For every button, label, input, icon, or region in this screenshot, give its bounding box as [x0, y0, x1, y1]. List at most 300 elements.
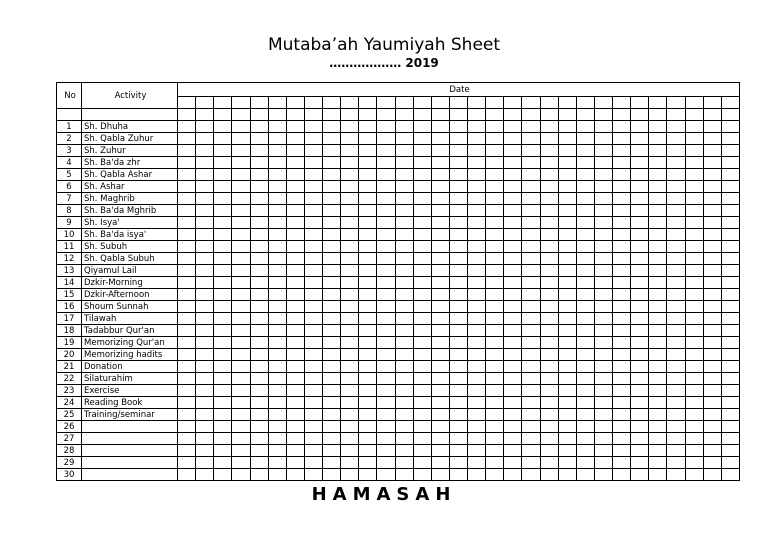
checkbox-cell[interactable]	[522, 133, 540, 145]
checkbox-cell[interactable]	[540, 133, 558, 145]
checkbox-cell[interactable]	[341, 349, 359, 361]
checkbox-cell[interactable]	[667, 457, 685, 469]
checkbox-cell[interactable]	[468, 133, 486, 145]
checkbox-cell[interactable]	[522, 193, 540, 205]
checkbox-cell[interactable]	[304, 385, 322, 397]
checkbox-cell[interactable]	[232, 301, 250, 313]
checkbox-cell[interactable]	[304, 181, 322, 193]
checkbox-cell[interactable]	[594, 277, 612, 289]
checkbox-cell[interactable]	[721, 169, 739, 181]
checkbox-cell[interactable]	[304, 301, 322, 313]
checkbox-cell[interactable]	[286, 181, 304, 193]
checkbox-cell[interactable]	[341, 145, 359, 157]
checkbox-cell[interactable]	[395, 457, 413, 469]
checkbox-cell[interactable]	[667, 205, 685, 217]
checkbox-cell[interactable]	[196, 265, 214, 277]
checkbox-cell[interactable]	[486, 397, 504, 409]
date-number-cell[interactable]	[232, 97, 250, 109]
checkbox-cell[interactable]	[631, 433, 649, 445]
checkbox-cell[interactable]	[341, 277, 359, 289]
checkbox-cell[interactable]	[522, 169, 540, 181]
checkbox-cell[interactable]	[250, 397, 268, 409]
checkbox-cell[interactable]	[431, 373, 449, 385]
checkbox-cell[interactable]	[685, 205, 703, 217]
checkbox-cell[interactable]	[395, 217, 413, 229]
checkbox-cell[interactable]	[649, 361, 667, 373]
checkbox-cell[interactable]	[359, 349, 377, 361]
checkbox-cell[interactable]	[268, 133, 286, 145]
checkbox-cell[interactable]	[486, 433, 504, 445]
checkbox-cell[interactable]	[431, 397, 449, 409]
checkbox-cell[interactable]	[576, 229, 594, 241]
checkbox-cell[interactable]	[268, 361, 286, 373]
checkbox-cell[interactable]	[232, 277, 250, 289]
checkbox-cell[interactable]	[576, 373, 594, 385]
checkbox-cell[interactable]	[721, 445, 739, 457]
checkbox-cell[interactable]	[341, 133, 359, 145]
checkbox-cell[interactable]	[504, 313, 522, 325]
checkbox-cell[interactable]	[304, 253, 322, 265]
checkbox-cell[interactable]	[214, 361, 232, 373]
checkbox-cell[interactable]	[286, 409, 304, 421]
checkbox-cell[interactable]	[504, 253, 522, 265]
checkbox-cell[interactable]	[214, 301, 232, 313]
checkbox-cell[interactable]	[178, 193, 196, 205]
checkbox-cell[interactable]	[196, 193, 214, 205]
checkbox-cell[interactable]	[341, 469, 359, 481]
checkbox-cell[interactable]	[196, 313, 214, 325]
checkbox-cell[interactable]	[323, 169, 341, 181]
checkbox-cell[interactable]	[395, 469, 413, 481]
checkbox-cell[interactable]	[522, 313, 540, 325]
checkbox-cell[interactable]	[449, 133, 467, 145]
checkbox-cell[interactable]	[341, 181, 359, 193]
checkbox-cell[interactable]	[667, 373, 685, 385]
checkbox-cell[interactable]	[504, 241, 522, 253]
checkbox-cell[interactable]	[703, 337, 721, 349]
checkbox-cell[interactable]	[232, 445, 250, 457]
checkbox-cell[interactable]	[594, 385, 612, 397]
checkbox-cell[interactable]	[359, 325, 377, 337]
date-number-cell[interactable]	[341, 97, 359, 109]
checkbox-cell[interactable]	[323, 325, 341, 337]
checkbox-cell[interactable]	[649, 301, 667, 313]
checkbox-cell[interactable]	[286, 193, 304, 205]
checkbox-cell[interactable]	[323, 397, 341, 409]
checkbox-cell[interactable]	[214, 241, 232, 253]
checkbox-cell[interactable]	[431, 385, 449, 397]
checkbox-cell[interactable]	[214, 445, 232, 457]
checkbox-cell[interactable]	[449, 469, 467, 481]
checkbox-cell[interactable]	[685, 409, 703, 421]
checkbox-cell[interactable]	[232, 397, 250, 409]
checkbox-cell[interactable]	[286, 325, 304, 337]
checkbox-cell[interactable]	[522, 433, 540, 445]
checkbox-cell[interactable]	[449, 337, 467, 349]
checkbox-cell[interactable]	[594, 121, 612, 133]
checkbox-cell[interactable]	[359, 385, 377, 397]
date-number-cell[interactable]	[721, 97, 739, 109]
checkbox-cell[interactable]	[268, 349, 286, 361]
checkbox-cell[interactable]	[178, 421, 196, 433]
checkbox-cell[interactable]	[395, 445, 413, 457]
checkbox-cell[interactable]	[468, 205, 486, 217]
date-number-cell[interactable]	[703, 97, 721, 109]
checkbox-cell[interactable]	[232, 421, 250, 433]
checkbox-cell[interactable]	[431, 421, 449, 433]
checkbox-cell[interactable]	[468, 313, 486, 325]
checkbox-cell[interactable]	[377, 253, 395, 265]
checkbox-cell[interactable]	[667, 385, 685, 397]
checkbox-cell[interactable]	[613, 217, 631, 229]
checkbox-cell[interactable]	[268, 265, 286, 277]
checkbox-cell[interactable]	[594, 325, 612, 337]
checkbox-cell[interactable]	[486, 409, 504, 421]
checkbox-cell[interactable]	[576, 277, 594, 289]
checkbox-cell[interactable]	[413, 277, 431, 289]
checkbox-cell[interactable]	[685, 253, 703, 265]
checkbox-cell[interactable]	[413, 433, 431, 445]
date-number-cell[interactable]	[504, 97, 522, 109]
checkbox-cell[interactable]	[721, 277, 739, 289]
checkbox-cell[interactable]	[504, 409, 522, 421]
checkbox-cell[interactable]	[504, 469, 522, 481]
checkbox-cell[interactable]	[214, 457, 232, 469]
checkbox-cell[interactable]	[395, 205, 413, 217]
checkbox-cell[interactable]	[504, 361, 522, 373]
checkbox-cell[interactable]	[268, 409, 286, 421]
checkbox-cell[interactable]	[468, 265, 486, 277]
checkbox-cell[interactable]	[431, 157, 449, 169]
checkbox-cell[interactable]	[486, 349, 504, 361]
checkbox-cell[interactable]	[631, 373, 649, 385]
checkbox-cell[interactable]	[594, 253, 612, 265]
checkbox-cell[interactable]	[304, 145, 322, 157]
checkbox-cell[interactable]	[413, 121, 431, 133]
checkbox-cell[interactable]	[449, 409, 467, 421]
checkbox-cell[interactable]	[613, 373, 631, 385]
checkbox-cell[interactable]	[232, 409, 250, 421]
checkbox-cell[interactable]	[504, 289, 522, 301]
checkbox-cell[interactable]	[631, 193, 649, 205]
checkbox-cell[interactable]	[703, 373, 721, 385]
checkbox-cell[interactable]	[323, 229, 341, 241]
checkbox-cell[interactable]	[196, 385, 214, 397]
checkbox-cell[interactable]	[486, 265, 504, 277]
checkbox-cell[interactable]	[286, 121, 304, 133]
checkbox-cell[interactable]	[504, 433, 522, 445]
checkbox-cell[interactable]	[214, 229, 232, 241]
date-number-cell[interactable]	[594, 97, 612, 109]
checkbox-cell[interactable]	[232, 325, 250, 337]
checkbox-cell[interactable]	[178, 253, 196, 265]
checkbox-cell[interactable]	[341, 217, 359, 229]
checkbox-cell[interactable]	[413, 361, 431, 373]
checkbox-cell[interactable]	[395, 349, 413, 361]
checkbox-cell[interactable]	[286, 217, 304, 229]
checkbox-cell[interactable]	[377, 229, 395, 241]
checkbox-cell[interactable]	[304, 289, 322, 301]
checkbox-cell[interactable]	[178, 169, 196, 181]
checkbox-cell[interactable]	[613, 325, 631, 337]
checkbox-cell[interactable]	[196, 421, 214, 433]
checkbox-cell[interactable]	[685, 145, 703, 157]
checkbox-cell[interactable]	[576, 397, 594, 409]
checkbox-cell[interactable]	[576, 457, 594, 469]
checkbox-cell[interactable]	[576, 145, 594, 157]
checkbox-cell[interactable]	[540, 469, 558, 481]
checkbox-cell[interactable]	[304, 457, 322, 469]
checkbox-cell[interactable]	[468, 169, 486, 181]
checkbox-cell[interactable]	[649, 469, 667, 481]
checkbox-cell[interactable]	[558, 445, 576, 457]
checkbox-cell[interactable]	[558, 385, 576, 397]
checkbox-cell[interactable]	[504, 397, 522, 409]
checkbox-cell[interactable]	[232, 169, 250, 181]
checkbox-cell[interactable]	[431, 445, 449, 457]
checkbox-cell[interactable]	[667, 253, 685, 265]
checkbox-cell[interactable]	[413, 193, 431, 205]
checkbox-cell[interactable]	[721, 145, 739, 157]
checkbox-cell[interactable]	[613, 313, 631, 325]
checkbox-cell[interactable]	[522, 301, 540, 313]
checkbox-cell[interactable]	[268, 277, 286, 289]
checkbox-cell[interactable]	[468, 193, 486, 205]
checkbox-cell[interactable]	[431, 277, 449, 289]
checkbox-cell[interactable]	[449, 373, 467, 385]
checkbox-cell[interactable]	[431, 121, 449, 133]
checkbox-cell[interactable]	[685, 337, 703, 349]
checkbox-cell[interactable]	[522, 121, 540, 133]
checkbox-cell[interactable]	[631, 265, 649, 277]
checkbox-cell[interactable]	[594, 193, 612, 205]
checkbox-cell[interactable]	[286, 289, 304, 301]
checkbox-cell[interactable]	[486, 121, 504, 133]
checkbox-cell[interactable]	[667, 145, 685, 157]
checkbox-cell[interactable]	[250, 313, 268, 325]
checkbox-cell[interactable]	[504, 277, 522, 289]
checkbox-cell[interactable]	[721, 253, 739, 265]
checkbox-cell[interactable]	[377, 205, 395, 217]
checkbox-cell[interactable]	[178, 229, 196, 241]
checkbox-cell[interactable]	[395, 193, 413, 205]
checkbox-cell[interactable]	[449, 289, 467, 301]
checkbox-cell[interactable]	[685, 313, 703, 325]
checkbox-cell[interactable]	[613, 457, 631, 469]
checkbox-cell[interactable]	[667, 193, 685, 205]
checkbox-cell[interactable]	[286, 433, 304, 445]
checkbox-cell[interactable]	[558, 373, 576, 385]
checkbox-cell[interactable]	[359, 421, 377, 433]
checkbox-cell[interactable]	[395, 361, 413, 373]
checkbox-cell[interactable]	[431, 193, 449, 205]
checkbox-cell[interactable]	[214, 433, 232, 445]
checkbox-cell[interactable]	[468, 385, 486, 397]
checkbox-cell[interactable]	[323, 385, 341, 397]
checkbox-cell[interactable]	[558, 181, 576, 193]
checkbox-cell[interactable]	[540, 349, 558, 361]
checkbox-cell[interactable]	[576, 289, 594, 301]
date-number-cell[interactable]	[268, 97, 286, 109]
checkbox-cell[interactable]	[576, 361, 594, 373]
checkbox-cell[interactable]	[196, 253, 214, 265]
checkbox-cell[interactable]	[268, 157, 286, 169]
checkbox-cell[interactable]	[703, 193, 721, 205]
checkbox-cell[interactable]	[576, 385, 594, 397]
checkbox-cell[interactable]	[540, 385, 558, 397]
checkbox-cell[interactable]	[522, 217, 540, 229]
checkbox-cell[interactable]	[504, 265, 522, 277]
checkbox-cell[interactable]	[304, 133, 322, 145]
checkbox-cell[interactable]	[667, 361, 685, 373]
checkbox-cell[interactable]	[540, 361, 558, 373]
checkbox-cell[interactable]	[286, 157, 304, 169]
checkbox-cell[interactable]	[468, 241, 486, 253]
checkbox-cell[interactable]	[395, 253, 413, 265]
checkbox-cell[interactable]	[196, 409, 214, 421]
checkbox-cell[interactable]	[613, 277, 631, 289]
checkbox-cell[interactable]	[232, 133, 250, 145]
checkbox-cell[interactable]	[703, 313, 721, 325]
date-number-cell[interactable]	[413, 97, 431, 109]
checkbox-cell[interactable]	[323, 337, 341, 349]
checkbox-cell[interactable]	[178, 205, 196, 217]
checkbox-cell[interactable]	[413, 421, 431, 433]
checkbox-cell[interactable]	[413, 409, 431, 421]
checkbox-cell[interactable]	[721, 409, 739, 421]
checkbox-cell[interactable]	[359, 277, 377, 289]
checkbox-cell[interactable]	[250, 253, 268, 265]
checkbox-cell[interactable]	[268, 229, 286, 241]
checkbox-cell[interactable]	[594, 313, 612, 325]
checkbox-cell[interactable]	[304, 469, 322, 481]
checkbox-cell[interactable]	[649, 217, 667, 229]
checkbox-cell[interactable]	[341, 241, 359, 253]
checkbox-cell[interactable]	[377, 469, 395, 481]
checkbox-cell[interactable]	[486, 193, 504, 205]
checkbox-cell[interactable]	[377, 373, 395, 385]
checkbox-cell[interactable]	[250, 445, 268, 457]
checkbox-cell[interactable]	[178, 145, 196, 157]
checkbox-cell[interactable]	[468, 253, 486, 265]
checkbox-cell[interactable]	[431, 217, 449, 229]
checkbox-cell[interactable]	[576, 421, 594, 433]
checkbox-cell[interactable]	[685, 361, 703, 373]
checkbox-cell[interactable]	[196, 373, 214, 385]
checkbox-cell[interactable]	[323, 445, 341, 457]
checkbox-cell[interactable]	[431, 133, 449, 145]
checkbox-cell[interactable]	[721, 133, 739, 145]
checkbox-cell[interactable]	[268, 205, 286, 217]
checkbox-cell[interactable]	[468, 157, 486, 169]
checkbox-cell[interactable]	[359, 133, 377, 145]
checkbox-cell[interactable]	[232, 241, 250, 253]
date-number-cell[interactable]	[522, 97, 540, 109]
checkbox-cell[interactable]	[232, 205, 250, 217]
date-number-cell[interactable]	[250, 97, 268, 109]
checkbox-cell[interactable]	[323, 217, 341, 229]
checkbox-cell[interactable]	[449, 241, 467, 253]
checkbox-cell[interactable]	[377, 313, 395, 325]
checkbox-cell[interactable]	[431, 301, 449, 313]
checkbox-cell[interactable]	[377, 265, 395, 277]
checkbox-cell[interactable]	[431, 169, 449, 181]
checkbox-cell[interactable]	[413, 253, 431, 265]
checkbox-cell[interactable]	[323, 313, 341, 325]
checkbox-cell[interactable]	[522, 373, 540, 385]
checkbox-cell[interactable]	[703, 205, 721, 217]
checkbox-cell[interactable]	[594, 373, 612, 385]
checkbox-cell[interactable]	[504, 193, 522, 205]
checkbox-cell[interactable]	[214, 289, 232, 301]
checkbox-cell[interactable]	[613, 121, 631, 133]
checkbox-cell[interactable]	[196, 229, 214, 241]
checkbox-cell[interactable]	[631, 313, 649, 325]
checkbox-cell[interactable]	[323, 193, 341, 205]
checkbox-cell[interactable]	[667, 181, 685, 193]
checkbox-cell[interactable]	[449, 277, 467, 289]
checkbox-cell[interactable]	[540, 325, 558, 337]
checkbox-cell[interactable]	[268, 445, 286, 457]
checkbox-cell[interactable]	[250, 229, 268, 241]
checkbox-cell[interactable]	[703, 433, 721, 445]
checkbox-cell[interactable]	[631, 157, 649, 169]
checkbox-cell[interactable]	[649, 181, 667, 193]
checkbox-cell[interactable]	[504, 421, 522, 433]
checkbox-cell[interactable]	[540, 169, 558, 181]
checkbox-cell[interactable]	[323, 265, 341, 277]
checkbox-cell[interactable]	[341, 433, 359, 445]
checkbox-cell[interactable]	[594, 241, 612, 253]
checkbox-cell[interactable]	[304, 169, 322, 181]
checkbox-cell[interactable]	[631, 397, 649, 409]
checkbox-cell[interactable]	[721, 325, 739, 337]
checkbox-cell[interactable]	[685, 433, 703, 445]
checkbox-cell[interactable]	[196, 277, 214, 289]
date-number-cell[interactable]	[304, 97, 322, 109]
checkbox-cell[interactable]	[268, 397, 286, 409]
checkbox-cell[interactable]	[232, 121, 250, 133]
checkbox-cell[interactable]	[558, 193, 576, 205]
checkbox-cell[interactable]	[576, 313, 594, 325]
checkbox-cell[interactable]	[250, 373, 268, 385]
checkbox-cell[interactable]	[685, 373, 703, 385]
checkbox-cell[interactable]	[504, 145, 522, 157]
checkbox-cell[interactable]	[286, 277, 304, 289]
checkbox-cell[interactable]	[721, 433, 739, 445]
checkbox-cell[interactable]	[594, 169, 612, 181]
date-number-cell[interactable]	[214, 97, 232, 109]
checkbox-cell[interactable]	[232, 145, 250, 157]
date-number-cell[interactable]	[558, 97, 576, 109]
checkbox-cell[interactable]	[468, 145, 486, 157]
checkbox-cell[interactable]	[196, 181, 214, 193]
checkbox-cell[interactable]	[594, 337, 612, 349]
checkbox-cell[interactable]	[667, 229, 685, 241]
checkbox-cell[interactable]	[721, 421, 739, 433]
checkbox-cell[interactable]	[196, 169, 214, 181]
checkbox-cell[interactable]	[613, 229, 631, 241]
checkbox-cell[interactable]	[504, 121, 522, 133]
checkbox-cell[interactable]	[649, 421, 667, 433]
checkbox-cell[interactable]	[631, 205, 649, 217]
checkbox-cell[interactable]	[468, 181, 486, 193]
checkbox-cell[interactable]	[359, 337, 377, 349]
checkbox-cell[interactable]	[631, 181, 649, 193]
checkbox-cell[interactable]	[613, 469, 631, 481]
checkbox-cell[interactable]	[323, 409, 341, 421]
checkbox-cell[interactable]	[178, 361, 196, 373]
